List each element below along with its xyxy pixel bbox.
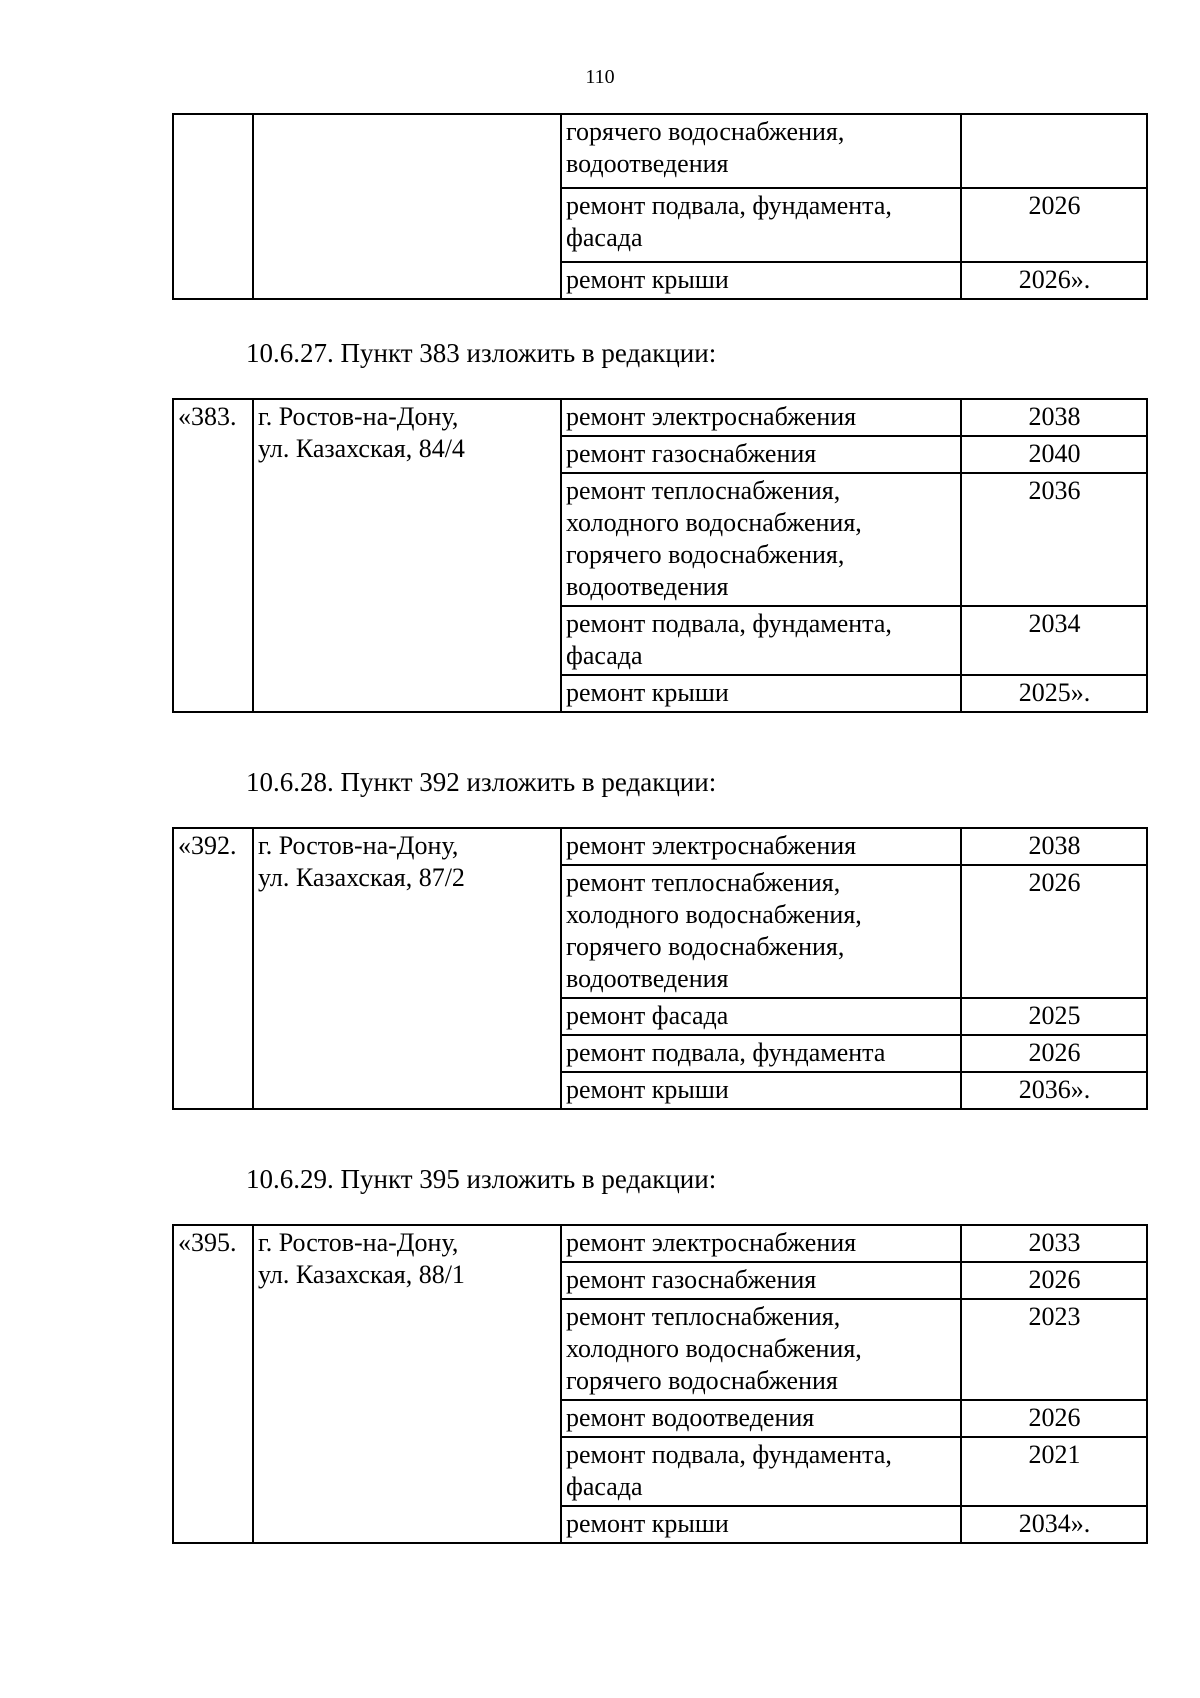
address-cell xyxy=(253,399,561,712)
year-cell: 2038 xyxy=(961,399,1147,436)
year-cell: 2036 xyxy=(961,473,1147,606)
year-cell: 2026 xyxy=(961,1262,1147,1299)
work-type-cell: ремонт теплоснабжения, холодного водоснабжения, горячего водоснабжения, водоотведения xyxy=(561,473,961,606)
work-type-cell: ремонт крыши xyxy=(561,1506,961,1543)
work-type-cell: ремонт газоснабжения xyxy=(561,1262,961,1299)
address-cell xyxy=(253,828,561,1109)
work-type-cell: ремонт подвала, фундамента, фасада xyxy=(561,188,961,262)
work-type-cell: ремонт крыши xyxy=(561,1072,961,1109)
year-cell: 2033 xyxy=(961,1225,1147,1262)
work-type-cell: ремонт теплоснабжения, холодного водоснабжения, горячего водоснабжения xyxy=(561,1299,961,1400)
item-table-392 xyxy=(172,827,1148,1110)
address-cell xyxy=(253,1225,561,1543)
table-row xyxy=(173,828,1147,865)
work-type-cell: горячего водоснабжения, водоотведения xyxy=(561,114,961,188)
year-cell: 2023 xyxy=(961,1299,1147,1400)
work-type-cell: ремонт подвала, фундамента xyxy=(561,1035,961,1072)
year-cell: 2034». xyxy=(961,1506,1147,1543)
year-cell: 2025 xyxy=(961,998,1147,1035)
year-cell: 2021 xyxy=(961,1437,1147,1506)
year-cell xyxy=(961,114,1147,188)
item-number-cell: «383. xyxy=(173,399,253,712)
year-cell: 2026 xyxy=(961,865,1147,998)
year-cell: 2038 xyxy=(961,828,1147,865)
continuation-table xyxy=(172,113,1148,300)
address-street: ул. Казахская, 87/2 xyxy=(258,863,465,892)
item-number-cell: «395. xyxy=(173,1225,253,1543)
address-city: г. Ростов-на-Дону, xyxy=(258,402,459,431)
work-type-cell: ремонт электроснабжения xyxy=(561,399,961,436)
work-type-cell: ремонт подвала, фундамента, фасада xyxy=(561,1437,961,1506)
section-instruction: 10.6.28. Пункт 392 изложить в редакции: xyxy=(246,767,717,797)
address-city: г. Ростов-на-Дону, xyxy=(258,831,459,860)
year-cell: 2025». xyxy=(961,675,1147,712)
work-type-cell: ремонт крыши xyxy=(561,262,961,299)
page-number: 110 xyxy=(585,66,615,88)
work-type-cell: ремонт подвала, фундамента, фасада xyxy=(561,606,961,675)
address-street: ул. Казахская, 84/4 xyxy=(258,434,465,463)
table-row xyxy=(173,399,1147,436)
year-cell: 2034 xyxy=(961,606,1147,675)
year-cell: 2040 xyxy=(961,436,1147,473)
year-cell: 2026». xyxy=(961,262,1147,299)
item-number-cell: «392. xyxy=(173,828,253,1109)
work-type-cell: ремонт крыши xyxy=(561,675,961,712)
year-cell: 2026 xyxy=(961,1035,1147,1072)
work-type-cell: ремонт фасада xyxy=(561,998,961,1035)
year-cell: 2036». xyxy=(961,1072,1147,1109)
address-cell xyxy=(253,114,561,299)
work-type-cell: ремонт газоснабжения xyxy=(561,436,961,473)
address-city: г. Ростов-на-Дону, xyxy=(258,1228,459,1257)
item-table-395 xyxy=(172,1224,1148,1544)
work-type-cell: ремонт электроснабжения xyxy=(561,828,961,865)
year-cell: 2026 xyxy=(961,188,1147,262)
table-row xyxy=(173,1225,1147,1262)
section-instruction: 10.6.29. Пункт 395 изложить в редакции: xyxy=(246,1164,717,1194)
item-table-383 xyxy=(172,398,1148,713)
section-instruction: 10.6.27. Пункт 383 изложить в редакции: xyxy=(246,338,717,368)
work-type-cell: ремонт водоотведения xyxy=(561,1400,961,1437)
year-cell: 2026 xyxy=(961,1400,1147,1437)
address-street: ул. Казахская, 88/1 xyxy=(258,1260,465,1289)
item-number-cell xyxy=(173,114,253,299)
work-type-cell: ремонт электроснабжения xyxy=(561,1225,961,1262)
work-type-cell: ремонт теплоснабжения, холодного водоснабжения, горячего водоснабжения, водоотведения xyxy=(561,865,961,998)
table-row xyxy=(173,114,1147,188)
